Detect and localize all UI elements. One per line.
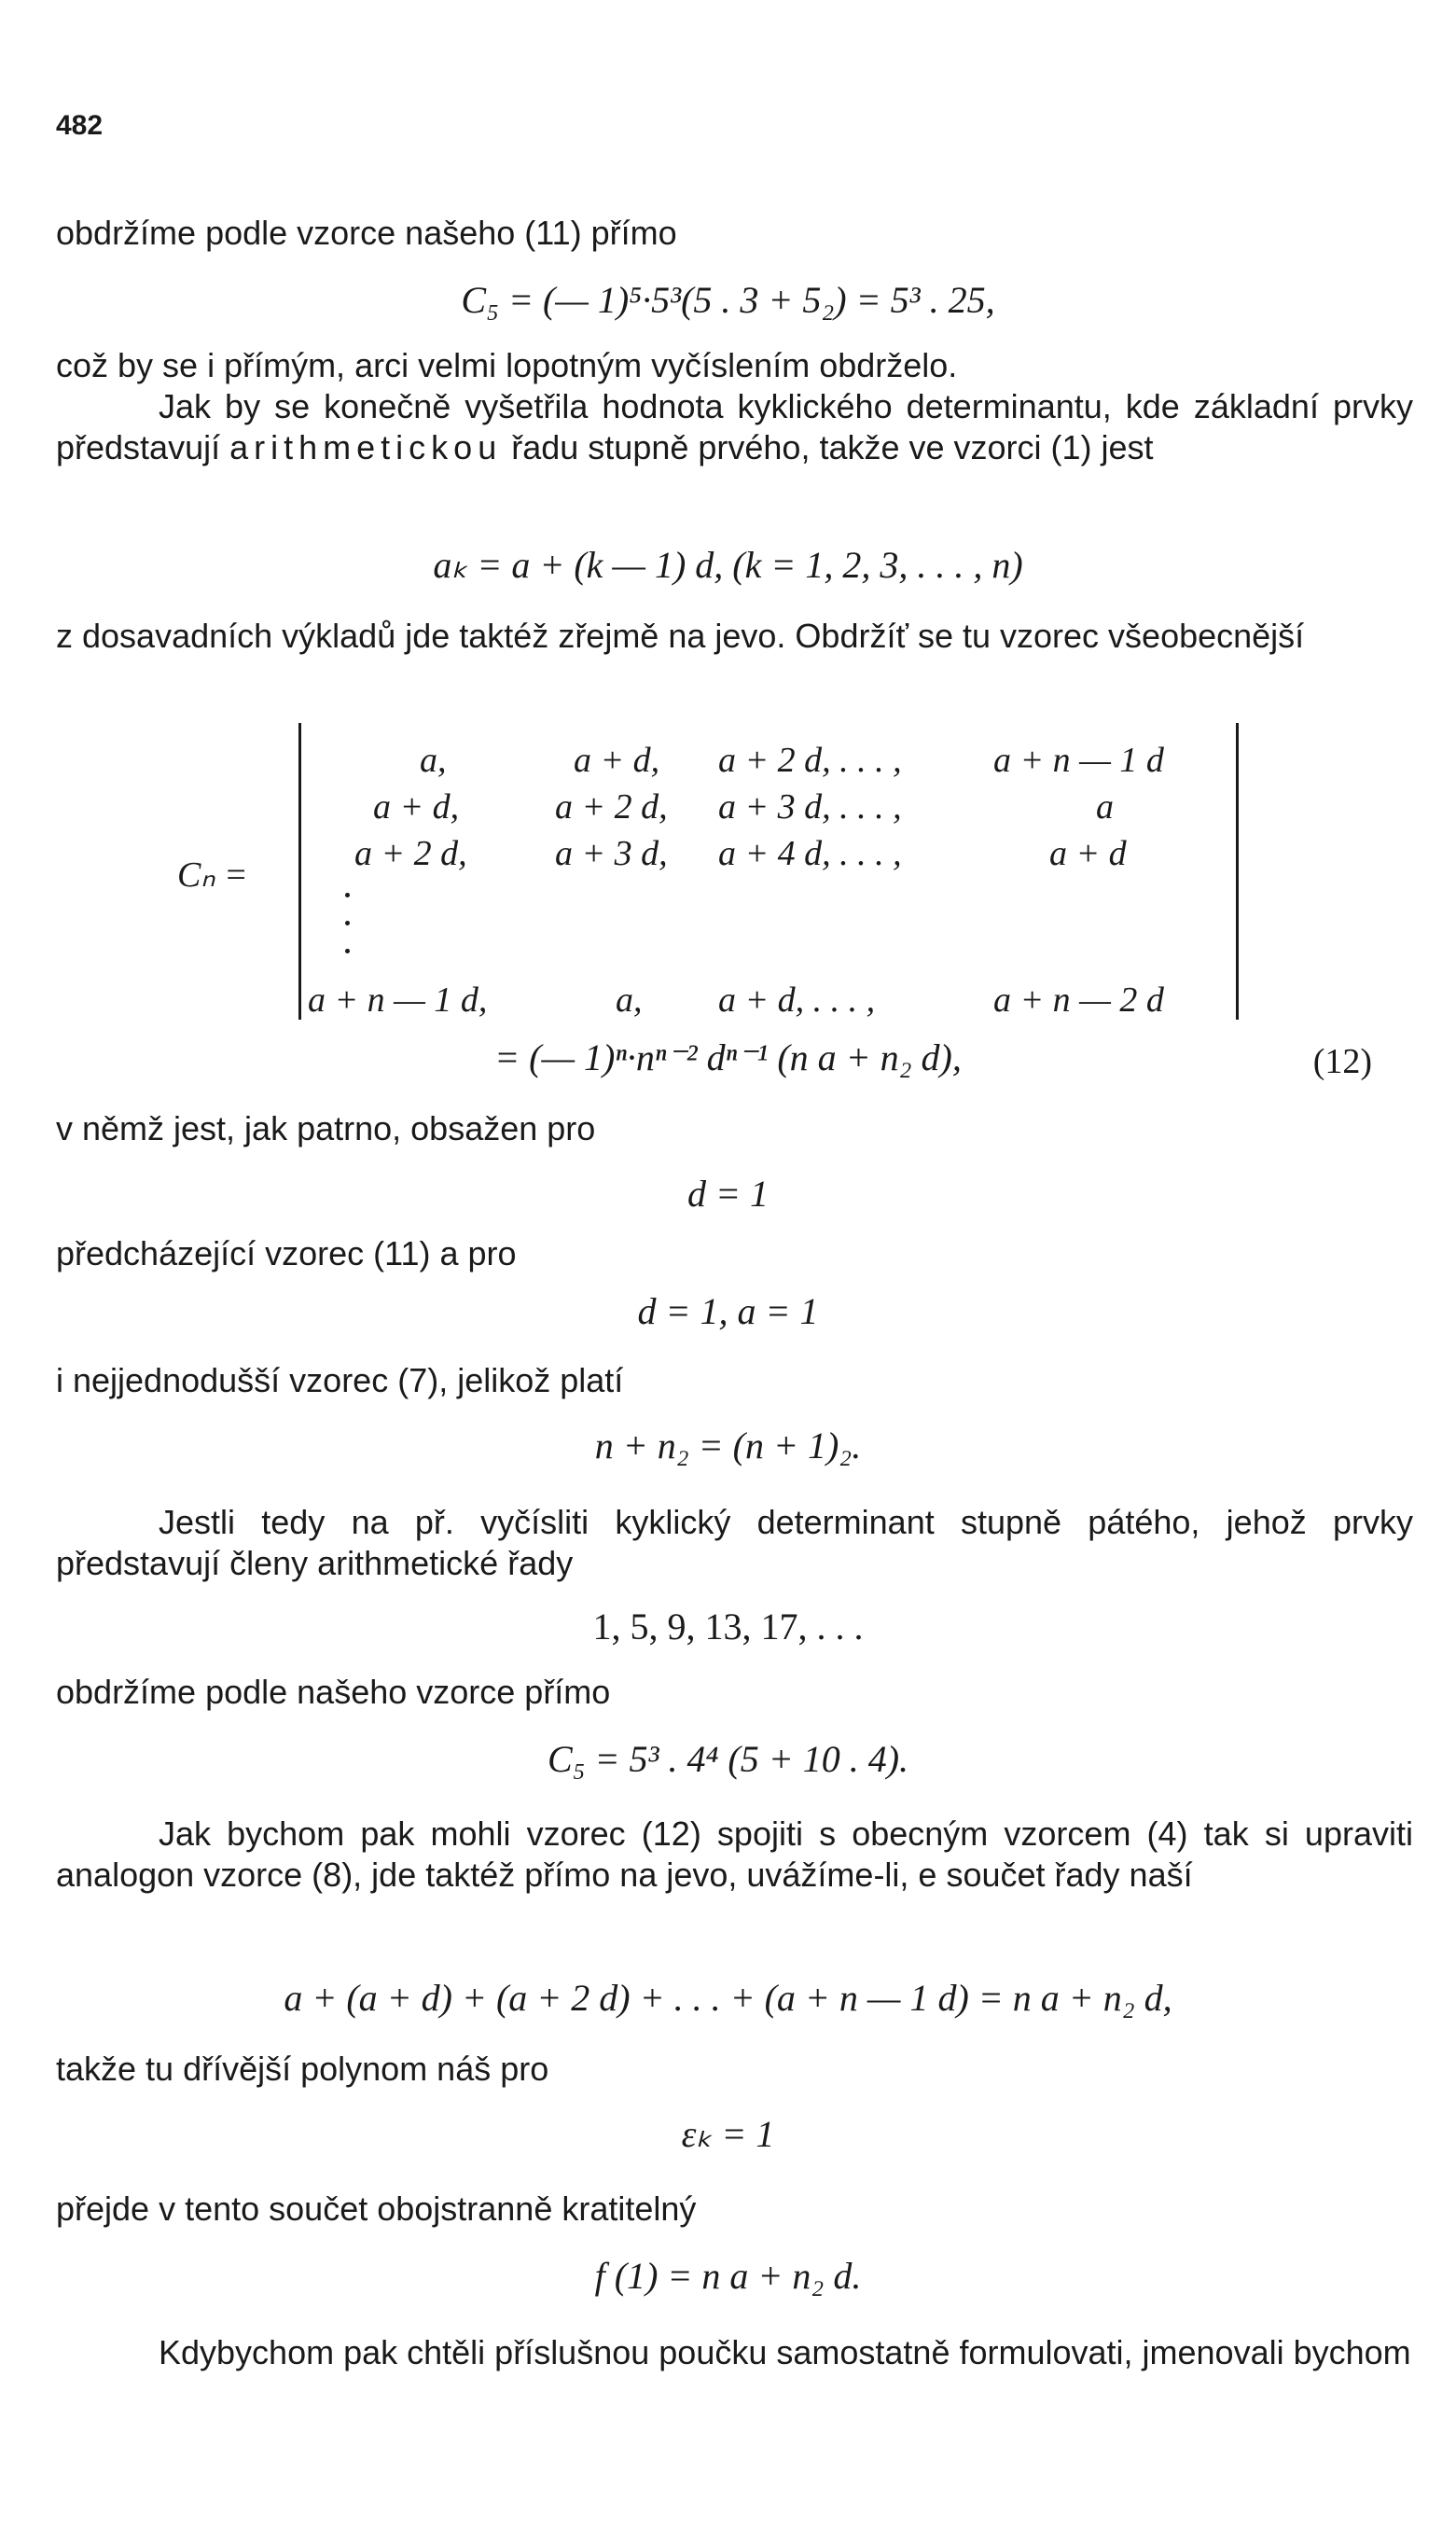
paragraph-5: v němž jest, jak patrno, obsažen pro bbox=[56, 1109, 596, 1147]
paragraph-12: přejde v tento součet obojstranně kratitelný bbox=[56, 2190, 697, 2228]
det-cell: a + d bbox=[1049, 834, 1127, 873]
ellipsis-dot bbox=[345, 949, 350, 953]
det-cell: a + 2 d, . . . , bbox=[718, 741, 902, 780]
paragraph-8: Jestli tedy na př. vyčísliti kyklický determinant stupně pátého, jehož prvky představují členy arithmetické řady bbox=[56, 1503, 1413, 1582]
paragraph-2: což by se i přímým, arci velmi lopotným vyčíslením obdrželo. bbox=[56, 346, 958, 384]
det-cell: a + n — 2 d bbox=[993, 980, 1164, 1020]
paragraph-1: obdržíme podle vzorce našeho (11) přímo bbox=[56, 214, 677, 252]
cyclic-determinant bbox=[177, 723, 1297, 1031]
equation-number: (12) bbox=[1312, 1042, 1372, 1081]
paragraph-6: předcházející vzorec (11) a pro bbox=[56, 1234, 517, 1272]
formula-ak: aₖ = a + (k — 1) d, (k = 1, 2, 3, . . . , n) bbox=[433, 544, 1023, 586]
paragraph-10: Jak bychom pak mohli vzorec (12) spojiti s obecným vzorcem (4) tak si upraviti analogon vzorce (8), jde taktéž přímo na jevo, uvážíme-li, e součet řady naší bbox=[56, 1814, 1413, 1894]
det-cell: a + 4 d, . . . , bbox=[718, 834, 902, 873]
determinant-result: = (— 1)ⁿ·nⁿ⁻² dⁿ⁻¹ (n a + n₂ d), bbox=[494, 1036, 962, 1078]
formula-c5: C₅ = (— 1)⁵·5³(5 . 3 + 5₂) = 5³ . 25, bbox=[461, 279, 995, 321]
paragraph-13: Kdybychom pak chtěli příslušnou poučku samostatně formulovati, jmenovali bychom bbox=[159, 2333, 1411, 2371]
det-cell: a + 3 d, bbox=[555, 834, 668, 873]
det-cell: a + d, bbox=[574, 741, 660, 780]
emphasized-word: arithmetickou bbox=[229, 428, 503, 466]
formula-f1: f (1) = n a + n₂ d. bbox=[594, 2255, 862, 2297]
formula-c5-example: C₅ = 5³ . 4⁴ (5 + 10 . 4). bbox=[547, 1738, 909, 1780]
det-cell: a + 3 d, . . . , bbox=[718, 787, 902, 827]
det-cell: a + n — 1 d, bbox=[308, 980, 488, 1020]
ellipsis-dot bbox=[345, 921, 350, 925]
paragraph-3-text-a: Jak by se konečně vyšetřila hodnota kyklického determinantu, kde základní prvky představují bbox=[56, 387, 1413, 466]
formula-d: d = 1 bbox=[687, 1173, 769, 1215]
det-cell: a + n — 1 d bbox=[993, 741, 1164, 780]
paragraph-7: i nejjednodušší vzorec (7), jelikož platí bbox=[56, 1361, 624, 1399]
formula-sum: a + (a + d) + (a + 2 d) + . . . + (a + n — 1 d) = n a + n₂ d, bbox=[284, 1977, 1172, 2019]
det-cell: a, bbox=[616, 980, 643, 1020]
determinant-label: Cₙ = bbox=[177, 855, 248, 895]
formula-d-a: d = 1, a = 1 bbox=[637, 1290, 819, 1332]
det-cell: a + d, bbox=[373, 787, 460, 827]
det-cell: a bbox=[1096, 787, 1114, 827]
det-cell: a + 2 d, bbox=[354, 834, 467, 873]
page-number: 482 bbox=[56, 110, 104, 141]
formula-epsilon: εₖ = 1 bbox=[681, 2113, 775, 2155]
determinant-right-bar bbox=[1236, 723, 1239, 1020]
formula-series: 1, 5, 9, 13, 17, . . . bbox=[592, 1606, 864, 1647]
ellipsis-dot bbox=[345, 893, 350, 897]
paragraph-4: z dosavadních výkladů jde taktéž zřejmě na jevo. Obdržíť se tu vzorec všeobecnější bbox=[56, 617, 1305, 655]
paragraph-3 bbox=[56, 386, 1413, 468]
determinant-left-bar bbox=[298, 723, 301, 1020]
det-cell: a + d, . . . , bbox=[718, 980, 876, 1020]
formula-n: n + n₂ = (n + 1)₂. bbox=[594, 1425, 862, 1467]
paragraph-9: obdržíme podle našeho vzorce přímo bbox=[56, 1673, 611, 1711]
paragraph-3-text-b: řadu stupně prvého, takže ve vzorci (1) jest bbox=[511, 428, 1154, 466]
det-cell: a + 2 d, bbox=[555, 787, 668, 827]
det-cell: a, bbox=[420, 741, 447, 780]
paragraph-11: takže tu dřívější polynom náš pro bbox=[56, 2050, 549, 2088]
